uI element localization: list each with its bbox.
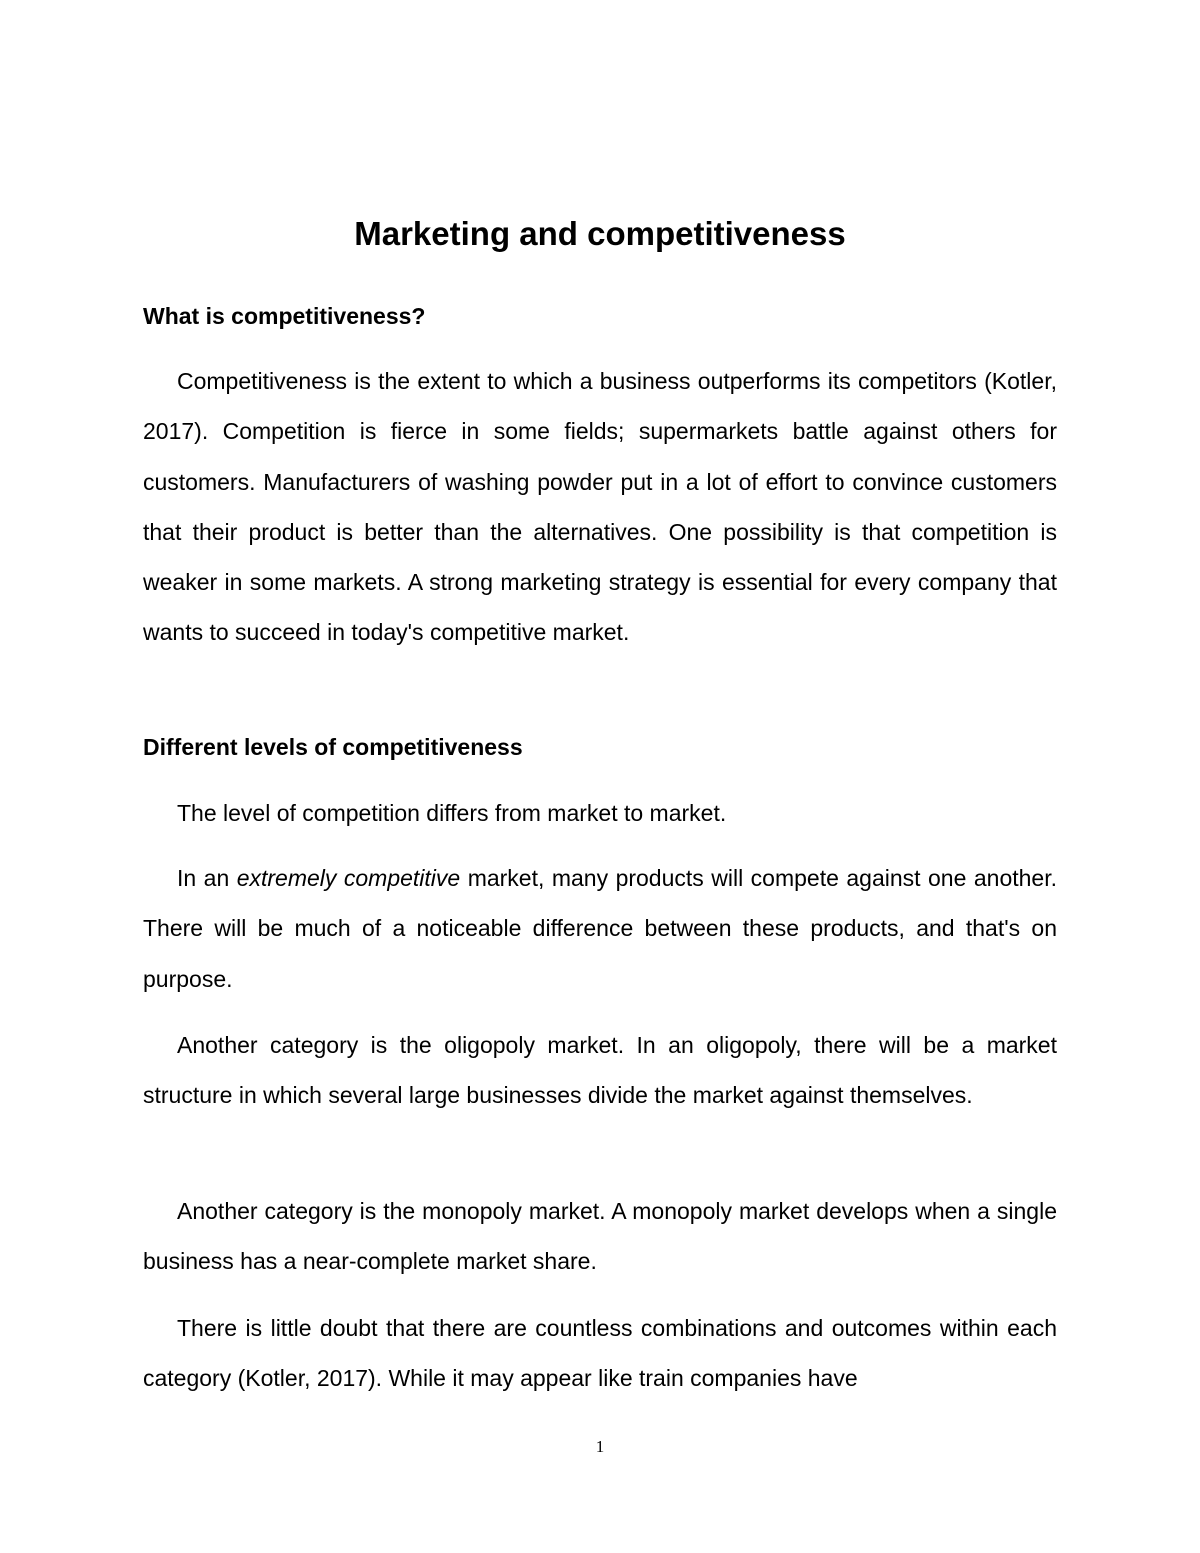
paragraph-extremely-competitive (143, 853, 1057, 1004)
section-heading-levels: Different levels of competitiveness (143, 734, 523, 760)
paragraph-monopoly: Another category is the monopoly market. A monopoly market develops when a single business has a near-complete market share. (143, 1198, 1057, 1275)
paragraph-text-after: market, many products will compete against one another. There will be much of a noticeable difference between these products, and that's on purpose. (143, 865, 1057, 992)
section-heading-what-is-competitiveness: What is competitiveness? (143, 303, 426, 329)
document-title: Marketing and competitiveness (354, 215, 846, 252)
page-number: 1 (595, 1437, 605, 1456)
emphasized-term: extremely competitive (236, 865, 461, 891)
paragraph-text-before: In an (177, 865, 237, 891)
paragraph-combinations: There is little doubt that there are countless combinations and outcomes within each category (Kotler, 2017). While it may appear like train companies have (143, 1315, 1057, 1392)
paragraph-level-differs: The level of competition differs from market to market. (177, 800, 727, 826)
paragraph-oligopoly: Another category is the oligopoly market. In an oligopoly, there will be a market structure in which several large businesses divide the market against themselves. (143, 1032, 1057, 1109)
paragraph-competitiveness-definition: Competitiveness is the extent to which a business outperforms its competitors (Kotler, 2017). Competition is fierce in some fields; supermarkets battle against others for customers. Manufacturers of washing powder put in a lot of effort to convince customers that their product is better than the alternatives. One possibility is that competition is weaker in some markets. A strong marketing strategy is essential for every company that wants to succeed in today's competitive market. (143, 368, 1057, 646)
